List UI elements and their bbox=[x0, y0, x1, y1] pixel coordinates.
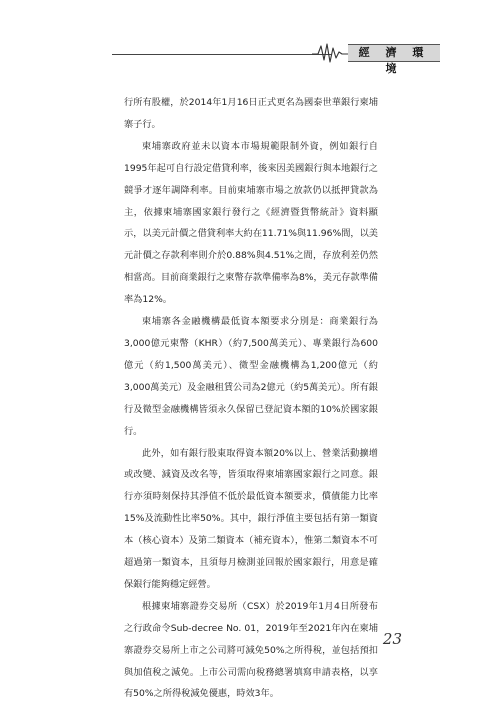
pulse-wave-icon bbox=[312, 40, 352, 64]
paragraph: 此外，如有銀行股東取得資本額20%以上、營業活動擴增或改變、減資及改名等，皆須取得柬埔寨國家銀行之同意。銀行亦須時刻保持其淨值不低於最低資本額要求，償債能力比率15%及流動性比率50%。其中，銀行淨值主要包括有第一類資本（核心資本）及第二類資本（補充資本），惟第二類資本不可超過第一類資本，且須每月檢測並回報於國家銀行，用意是確保銀行能夠穩定經營。 bbox=[124, 447, 378, 590]
running-header bbox=[112, 40, 442, 75]
paragraph: 柬埔寨政府並未以資本市場規範限制外資，例如銀行自1995年起可自行設定借貸利率，後來因美國銀行與本地銀行之競爭才逐年調降利率。目前柬埔寨市場之放款仍以抵押貸款為主，依據柬埔寨國家銀行發行之《經濟暨貨幣統計》資料顯示，以美元計價之借貸利率大約在11.71%與11.96%間，以美元計價之存款利率則介於0.88%與4.51%之間，存放利差仍然相當高。目前商業銀行之柬幣存款準備率為8%，美元存款準備率為12%。 bbox=[124, 140, 378, 306]
paragraph: 柬埔寨各金融機構最低資本額要求分別是：商業銀行為3,000億元柬幣（KHR）（約7,500萬美元）、專業銀行為600億元（約1,500萬美元）、微型金融機構為1,200億元（約3,000萬美元）及金融租賃公司為2億元（約5萬美元）。所有銀行及微型金融機構皆須永久保留已登記資本額的10%於國家銀行。 bbox=[124, 316, 378, 437]
paragraph: 根據柬埔寨證券交易所（CSX）於2019年1月4日所發布之行政命令Sub-decree No. 01，2019年至2021年內在柬埔寨證券交易所上市之公司將可減免50%之所得稅，並包括預扣與加值稅之減免。上市公司需向稅務總署填寫申請表格，以享有50%之所得稅減免優惠，時效3年。 bbox=[124, 600, 378, 700]
header-rule bbox=[112, 54, 332, 55]
paragraph: 行所有股權，於2014年1月16日正式更名為國泰世華銀行柬埔寨子行。 bbox=[124, 97, 378, 130]
section-label: 經 濟 環 境 bbox=[348, 44, 440, 62]
article-body bbox=[124, 92, 378, 705]
page-number: 23 bbox=[382, 630, 402, 648]
